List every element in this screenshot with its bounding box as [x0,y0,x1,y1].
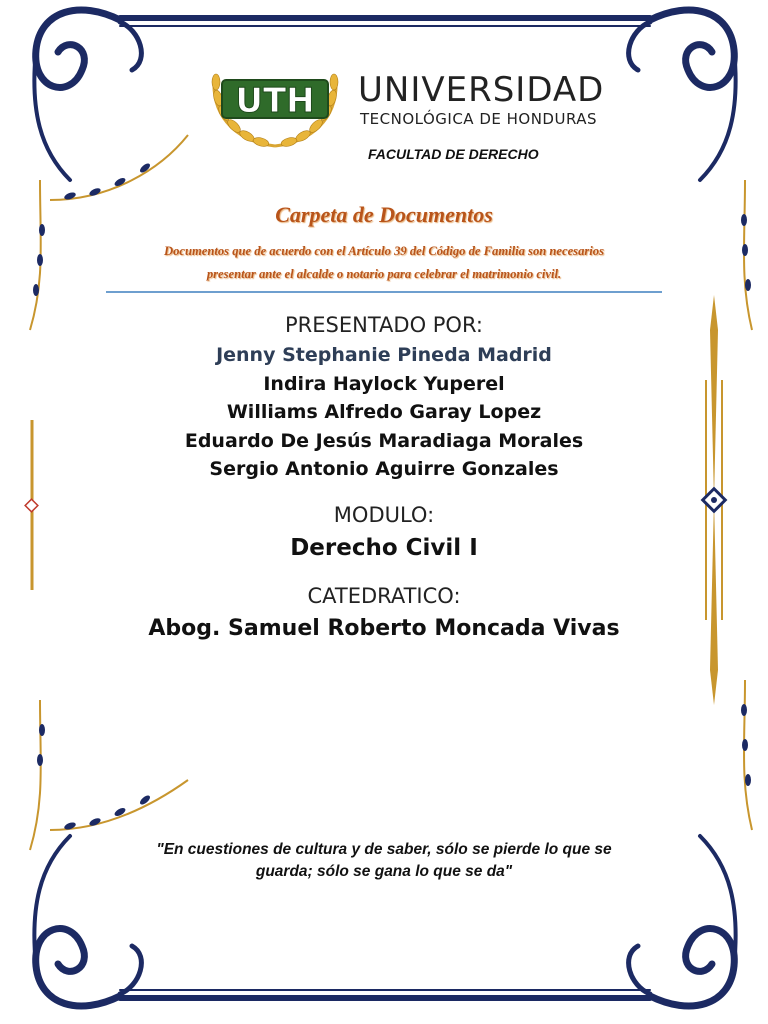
presenter-list [0,341,768,484]
presenter-name: Indira Haylock Yuperel [263,372,505,395]
presenter-name: Williams Alfredo Garay Lopez [226,401,542,423]
logo-university-subtitle: TECNOLÓGICA DE HONDURAS [360,110,598,128]
presenter-name: Sergio Antonio Aguirre Gonzales [209,458,559,480]
logo-university-name: UNIVERSIDAD [358,70,605,110]
teacher-label: CATEDRATICO: [307,584,461,608]
module-value: Derecho Civil I [290,535,478,561]
uth-logo [200,50,350,150]
teacher-value: Abog. Samuel Roberto Moncada Vivas [148,616,620,641]
divider [106,291,662,293]
folder-title: Carpeta de Documentos [275,202,493,227]
faculty-name: FACULTAD DE DERECHO [368,146,539,162]
quote-line-2: guarda; sólo se gana lo que se da" [255,863,513,880]
presented-by-label: PRESENTADO POR: [285,313,483,337]
module-label: MODULO: [333,503,435,527]
presenter-name: Jenny Stephanie Pineda Madrid [216,344,552,366]
folder-description-line-1: Documentos que de acuerdo con el Artículo 39 del Código de Familia son necesarios [164,244,604,258]
quote [110,839,658,883]
folder-description [110,240,658,286]
presenter-name: Eduardo De Jesús Maradiaga Morales [184,429,584,452]
quote-line-1: "En cuestiones de cultura y de saber, sólo se pierde lo que se [156,841,612,858]
folder-description-line-2: presentar ante el alcalde o notario para celebrar el matrimonio civil. [206,267,562,281]
logo-acronym: UTH [235,81,315,121]
